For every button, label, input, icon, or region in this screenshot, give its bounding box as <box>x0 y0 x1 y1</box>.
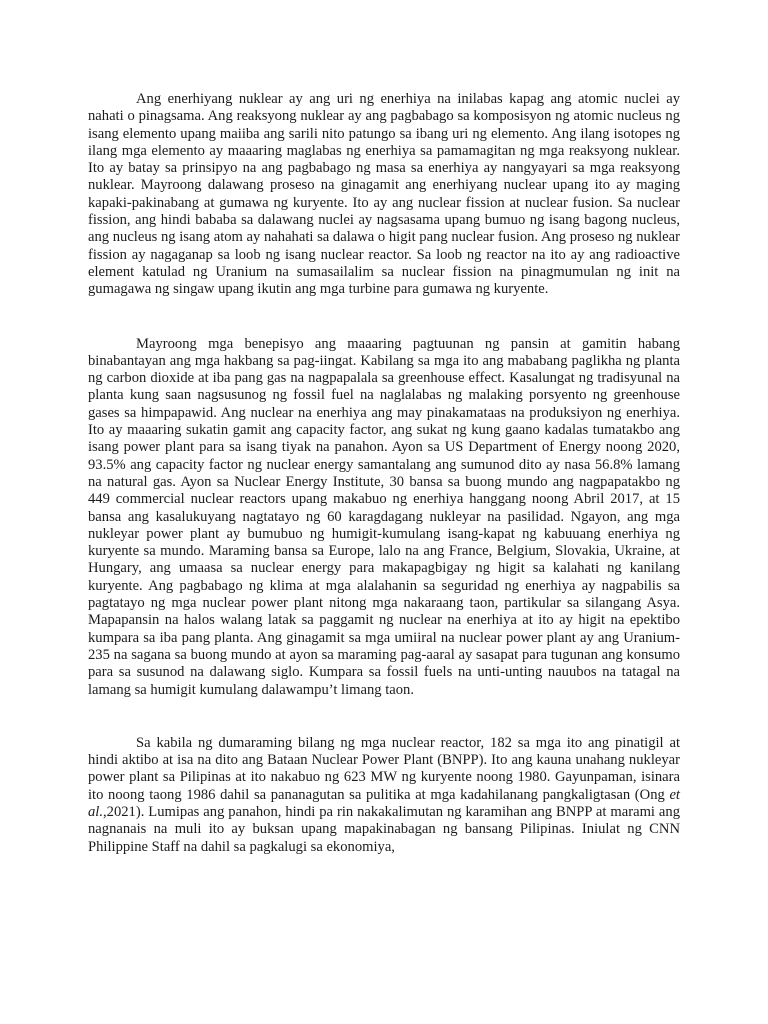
citation-et-al: et al. <box>88 786 680 820</box>
paragraph-bnpp-text-after-citation: ,2021). Lumipas ang panahon, hindi pa rin nakakalimutan ng karamihan ang BNPP at marami ang nagnanais na muli ito ay buksan upang mapakinabagan ng bansang Pilipinas. Iniulat ng CNN Philippine Staff na dahil sa pagkalugi sa ekonomiya, <box>88 803 680 855</box>
document-page <box>88 91 680 856</box>
paragraph-nuclear-energy-intro: Ang enerhiyang nuklear ay ang uri ng enerhiya na inilabas kapag ang atomic nuclei ay nahati o pinagsama. Ang reaksyong nuklear ay ang pagbabago sa komposisyon ng atomic nucleus ng isang elemento upang maiiba ang sarili nito patungo sa ibang uri ng elemento. Ang ilang isotopes ng ilang mga elemento ay maaaring maglabas ng enerhiya sa pamamagitan ng mga reaksyong nuklear. Ito ay batay sa prinsipyo na ang pagbabago ng masa sa enerhiya ay nangyayari sa mga reaksyong nuklear. Mayroong dalawang proseso na ginagamit ang enerhiyang nuclear upang ito ay maging kapaki-pakinabang at gumawa ng kuryente. Ito ay ang nuclear fission at nuclear fusion. Sa nuclear fission, ang hindi bababa sa dalawang nuclei ay nagsasama upang bumuo ng isang bagong nucleus, ang nucleus ng isang atom ay nahahati sa dalawa o higit pang nuclear fusion. Ang proseso ng nuklear fission ay nagaganap sa loob ng isang nuclear reactor. Sa loob ng reactor na ito ay ang radioactive element katulad ng Uranium na sumasailalim sa nuclear fission na pinagmumulan ng init na gumagawa ng singaw upang ikutin ang mga turbine para gumawa ng kuryente. <box>88 91 680 298</box>
paragraph-bnpp-text-before-citation: Sa kabila ng dumaraming bilang ng mga nuclear reactor, 182 sa mga ito ang pinatigil at hindi aktibo at isa na dito ang Bataan Nuclear Power Plant (BNPP). Ito ang kauna unahang nukleyar power plant sa Pilipinas at ito nakabuo ng 623 MW ng kuryente noong 1980. Gayunpaman, isinara ito noong taong 1986 dahil sa pananagutan sa pulitika at mga kadahilanang pangkaligtasan (Ong <box>88 734 680 803</box>
paragraph-bnpp <box>88 735 680 856</box>
paragraph-nuclear-benefits: Mayroong mga benepisyo ang maaaring pagtuunan ng pansin at gamitin habang binabantayan ang mga hakbang sa pag-iingat. Kabilang sa mga ito ang mababang paglikha ng planta ng carbon dioxide at iba pang gas na nagpapalala sa greenhouse effect. Kasalungat ng tradisyunal na planta kung saan nagsusunog ng fossil fuel na naglalabas ng malaking porsyento ng greenhouse gases sa himpapawid. Ang nuclear na enerhiya ang may pinakamataas na produksiyon ng enerhiya. Ito ay maaaring sukatin gamit ang capacity factor, ang sukat ng kung gaano kadalas tumatakbo ang isang power plant para sa isang tiyak na panahon. Ayon sa US Department of Energy noong 2020, 93.5% ang capacity factor ng nuclear energy samantalang ang sumunod dito ay nasa 56.8% lamang na natural gas. Ayon sa Nuclear Energy Institute, 30 bansa sa buong mundo ang nagpapatakbo ng 449 commercial nuclear reactors upang makabuo ng enerhiya hanggang noong Abril 2017, at 15 bansa ang kasalukuyang nagtatayo ng 60 karagdagang nukleyar na pasilidad. Ngayon, ang mga nukleyar power plant ay bumubuo ng humigit-kumulang isang-kapat ng kabuuang enerhiya ng kuryente sa mundo. Maraming bansa sa Europe, lalo na ang France, Belgium, Slovakia, Ukraine, at Hungary, ang umaasa sa nuclear energy para makapagbigay ng higit sa kalahati ng kanilang kuryente. Ang pagbabago ng klima at mga alalahanin sa seguridad ng enerhiya ay nagpabilis sa pagtatayo ng mga nuclear power plant nitong mga nakaraang taon, partikular sa silangang Asya. Mapapansin na halos walang latak sa paggamit ng nuclear na enerhiya at ito ay higit na epektibo kumpara sa iba pang planta. Ang ginagamit sa mga umiiral na nuclear power plant ay ang Uranium-235 na sagana sa buong mundo at ayon sa maraming pag-aaral ay sasapat para tugunan ang konsumo para sa susunod na dalawang siglo. Kumpara sa fossil fuels na unti-unting nauubos na tatagal na lamang sa humigit kumulang dalawampu’t limang taon. <box>88 335 680 698</box>
